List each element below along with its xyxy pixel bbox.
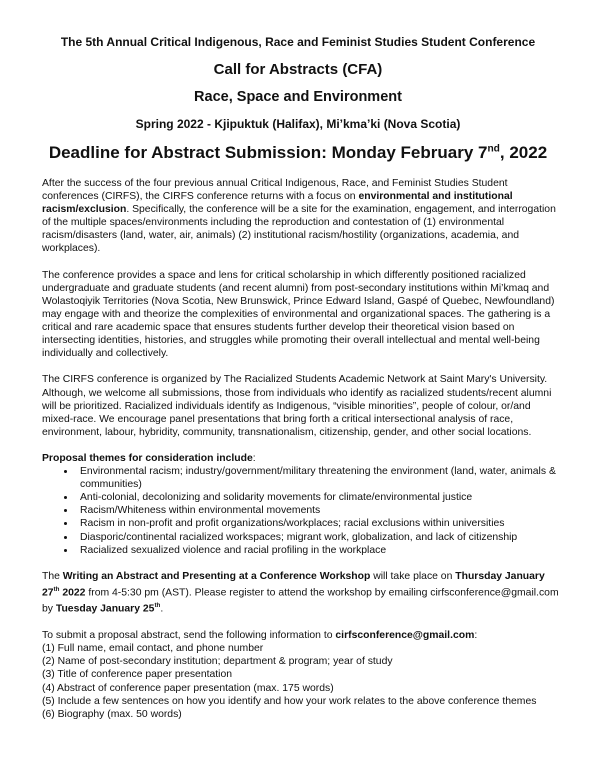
date-location: Spring 2022 - Kjipuktuk (Halifax), Mi’kma’ki (Nova Scotia) bbox=[135, 117, 461, 131]
conference-title: The 5th Annual Critical Indigenous, Race and Feminist Studies Student Conference bbox=[60, 35, 536, 49]
theme-item: • Racialized sexualized violence and racial profiling in the workplace bbox=[76, 544, 560, 557]
submission-step: (4) Abstract of conference paper presentation (max. 175 words) bbox=[42, 682, 334, 694]
theme-title: Race, Space and Environment bbox=[194, 89, 402, 105]
theme-item: • Diasporic/continental racialized workspaces; migrant work, globalization, and lack of citizenship bbox=[76, 531, 560, 544]
submission-step: (5) Include a few sentences on how you identify and how your work relates to the above conference themes bbox=[42, 695, 537, 707]
theme-item: • Anti-colonial, decolonizing and solidarity movements for climate/environmental justice bbox=[76, 491, 560, 504]
themes-list bbox=[42, 465, 560, 557]
submission-step: (1) Full name, email contact, and phone number bbox=[42, 643, 264, 655]
submission-email: cirfsconference@gmail.com bbox=[335, 630, 475, 642]
submission-step: (6) Biography (max. 50 words) bbox=[42, 708, 182, 720]
submission-step: (3) Title of conference paper presentation bbox=[42, 669, 233, 681]
document-body bbox=[42, 177, 560, 721]
submission-section bbox=[42, 629, 560, 721]
organizer-paragraph: The CIRFS conference is organized by The Racialized Students Academic Network at Saint Mary's University. Although, we welcome all submissions, those from individuals who identify as racialized students/recent alumni will be prioritized. Racialized individuals identify as Indigenous, “visible minorities”, people of colour, or/and mixed-race. We encourage panel presentations that bring forth a critical intersectional analysis of race, environment, labour, hybridity, community, transnationalism, citizenship, gender, and other social locations. bbox=[42, 374, 552, 438]
intro-paragraph: After the success of the four previous annual Critical Indigenous, Race, and Feminist Studies Student conferences (CIRFS), the CIRFS conference returns with a focus on environmental and institutional racism/exclusion. Specifically, the conference will be a site for the examination, engagement, and interrogation of the multiple spaces/environments including the reproduction and contestation of (1) environmental racism/disasters (land, water, air, animals) (2) institutional racism/hostility (organizations, academia, and workplaces). bbox=[42, 178, 556, 255]
space-paragraph: The conference provides a space and lens for critical scholarship in which differently positioned racialized undergraduate and graduate students (and recent alumni) from post-secondary institutions within Mi’kmaq and Wolastoqiyik Territories (Nova Scotia, New Brunswick, Prince Edward Island, Gaspé of Quebec, Newfoundland) may engage with and theorize the complexities of environmental and organizational spaces. The gathering is a critical and rare academic space that ensures students further develop their theoretical vision based on intersecting identities, histories, and struggles while promoting their overall intellectual and mental well-being individually and collectively. bbox=[42, 269, 555, 360]
deadline-heading: Deadline for Abstract Submission: Monday February 7nd, 2022 bbox=[48, 143, 548, 162]
themes-heading: Proposal themes for consideration include: bbox=[42, 452, 256, 464]
theme-item: • Racism/Whiteness within environmental movements bbox=[76, 504, 560, 517]
cfa-title: Call for Abstracts (CFA) bbox=[213, 61, 383, 78]
theme-item: • Racism in non-profit and profit organizations/workplaces; racial exclusions within universities bbox=[76, 517, 560, 530]
theme-item: • Environmental racism; industry/government/military threatening the environment (land, water, animals & communities) bbox=[76, 465, 560, 491]
workshop-paragraph: The Writing an Abstract and Presenting at a Conference Workshop will take place on Thursday January 27th 2022 from 4-5:30 pm (AST). Please register to attend the workshop by emailing cirfsconference@gmail.com by Tuesday January 25th. bbox=[42, 570, 559, 615]
submission-step: (2) Name of post-secondary institution; department & program; year of study bbox=[42, 656, 393, 668]
submission-intro: To submit a proposal abstract, send the following information to cirfsconference@gmail.com: bbox=[42, 630, 478, 642]
